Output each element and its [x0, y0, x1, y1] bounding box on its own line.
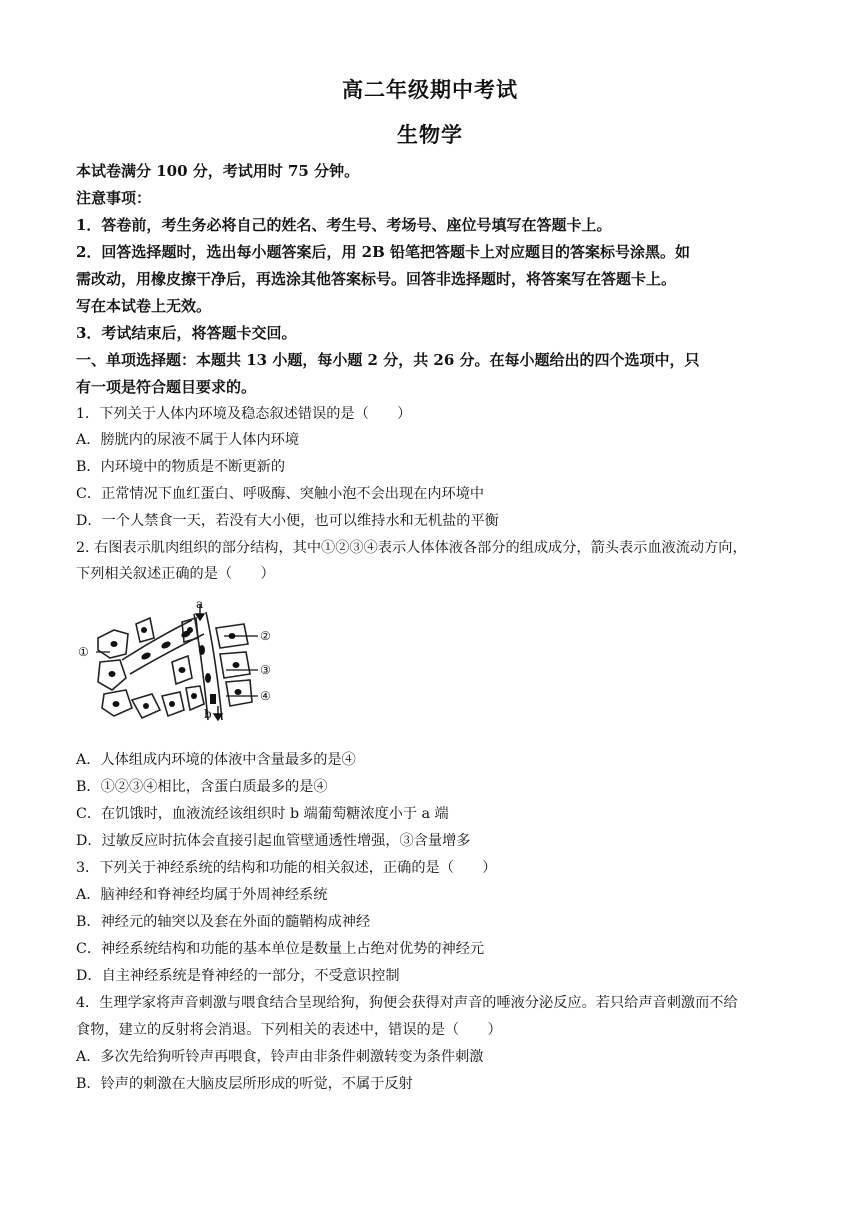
question-2-option-a: A．人体组成内环境的体液中含量最多的是④ — [76, 752, 356, 768]
question-2-stem-line-1: 2. 右图表示肌肉组织的部分结构，其中①②③④表示人体体液各部分的组成成分，箭头表示血液流动方向， — [76, 540, 747, 556]
diagram-label-2: ② — [260, 629, 271, 643]
question-4-option-b: B．铃声的刺激在大脑皮层所形成的听觉，不属于反射 — [76, 1076, 413, 1092]
diagram-label-b: b — [204, 707, 212, 721]
muscle-tissue-diagram — [76, 598, 286, 722]
question-1-stem: 1．下列关于人体内环境及稳态叙述错误的是（ ） — [76, 406, 412, 422]
exam-subject: 生物学 — [397, 122, 463, 147]
question-3-option-b: B．神经元的轴突以及套在外面的髓鞘构成神经 — [76, 914, 371, 930]
instruction-line: 写在本试卷上无效。 — [76, 297, 212, 315]
exam-title: 高二年级期中考试 — [342, 77, 518, 102]
question-1-option-a: A．膀胱内的尿液不属于人体内环境 — [76, 432, 300, 448]
instructions-intro: 本试卷满分 100 分，考试用时 75 分钟。 — [76, 162, 360, 180]
question-1-option-d: D．一个人禁食一天，若没有大小便，也可以维持水和无机盐的平衡 — [76, 513, 499, 529]
question-4-stem-line-2: 食物，建立的反射将会消退。下列相关的表述中，错误的是（ ） — [76, 1022, 502, 1038]
diagram-label-1: ① — [78, 645, 89, 659]
question-2-stem-line-2: 下列相关叙述正确的是（ ） — [76, 566, 275, 582]
section-heading-line-1: 一、单项选择题：本题共 13 小题，每小题 2 分，共 26 分。在每小题给出的四个选项中，只 — [76, 351, 700, 369]
diagram-label-3: ③ — [260, 663, 271, 677]
question-3-stem: 3．下列关于神经系统的结构和功能的相关叙述，正确的是（ ） — [76, 860, 497, 876]
instruction-line: 1．答卷前，考生务必将自己的姓名、考生号、考场号、座位号填写在答题卡上。 — [76, 216, 612, 234]
question-1-option-c: C．正常情况下血红蛋白、呼吸酶、突触小泡不会出现在内环境中 — [76, 486, 485, 502]
question-3-option-d: D．自主神经系统是脊神经的一部分，不受意识控制 — [76, 968, 400, 984]
question-3-option-c: C．神经系统结构和功能的基本单位是数量上占绝对优势的神经元 — [76, 941, 485, 957]
instructions-heading: 注意事项： — [76, 189, 152, 207]
diagram-label-a: a — [196, 598, 204, 611]
instruction-line: 需改动，用橡皮擦干净后，再选涂其他答案标号。回答非选择题时，将答案写在答题卡上。 — [76, 270, 677, 288]
question-4-option-a: A．多次先给狗听铃声再喂食，铃声由非条件刺激转变为条件刺激 — [76, 1049, 484, 1065]
instruction-line: 3．考试结束后，将答题卡交回。 — [76, 324, 297, 342]
question-2-option-b: B．①②③④相比，含蛋白质最多的是④ — [76, 779, 328, 795]
instruction-line: 2．回答选择题时，选出每小题答案后，用 2B 铅笔把答题卡上对应题目的答案标号涂黑。如 — [76, 243, 691, 261]
diagram-label-4: ④ — [260, 689, 271, 703]
question-2-option-d: D．过敏反应时抗体会直接引起血管壁通透性增强，③含量增多 — [76, 833, 471, 849]
question-2-option-c: C．在饥饿时，血液流经该组织时 b 端葡萄糖浓度小于 a 端 — [76, 806, 449, 822]
section-heading-line-2: 有一项是符合题目要求的。 — [76, 378, 257, 396]
question-1-option-b: B．内环境中的物质是不断更新的 — [76, 459, 286, 475]
question-4-stem-line-1: 4．生理学家将声音刺激与喂食结合呈现给狗，狗便会获得对声音的唾液分泌反应。若只给声音刺激而不给 — [76, 995, 738, 1011]
question-3-option-a: A．脑神经和脊神经均属于外周神经系统 — [76, 887, 328, 903]
